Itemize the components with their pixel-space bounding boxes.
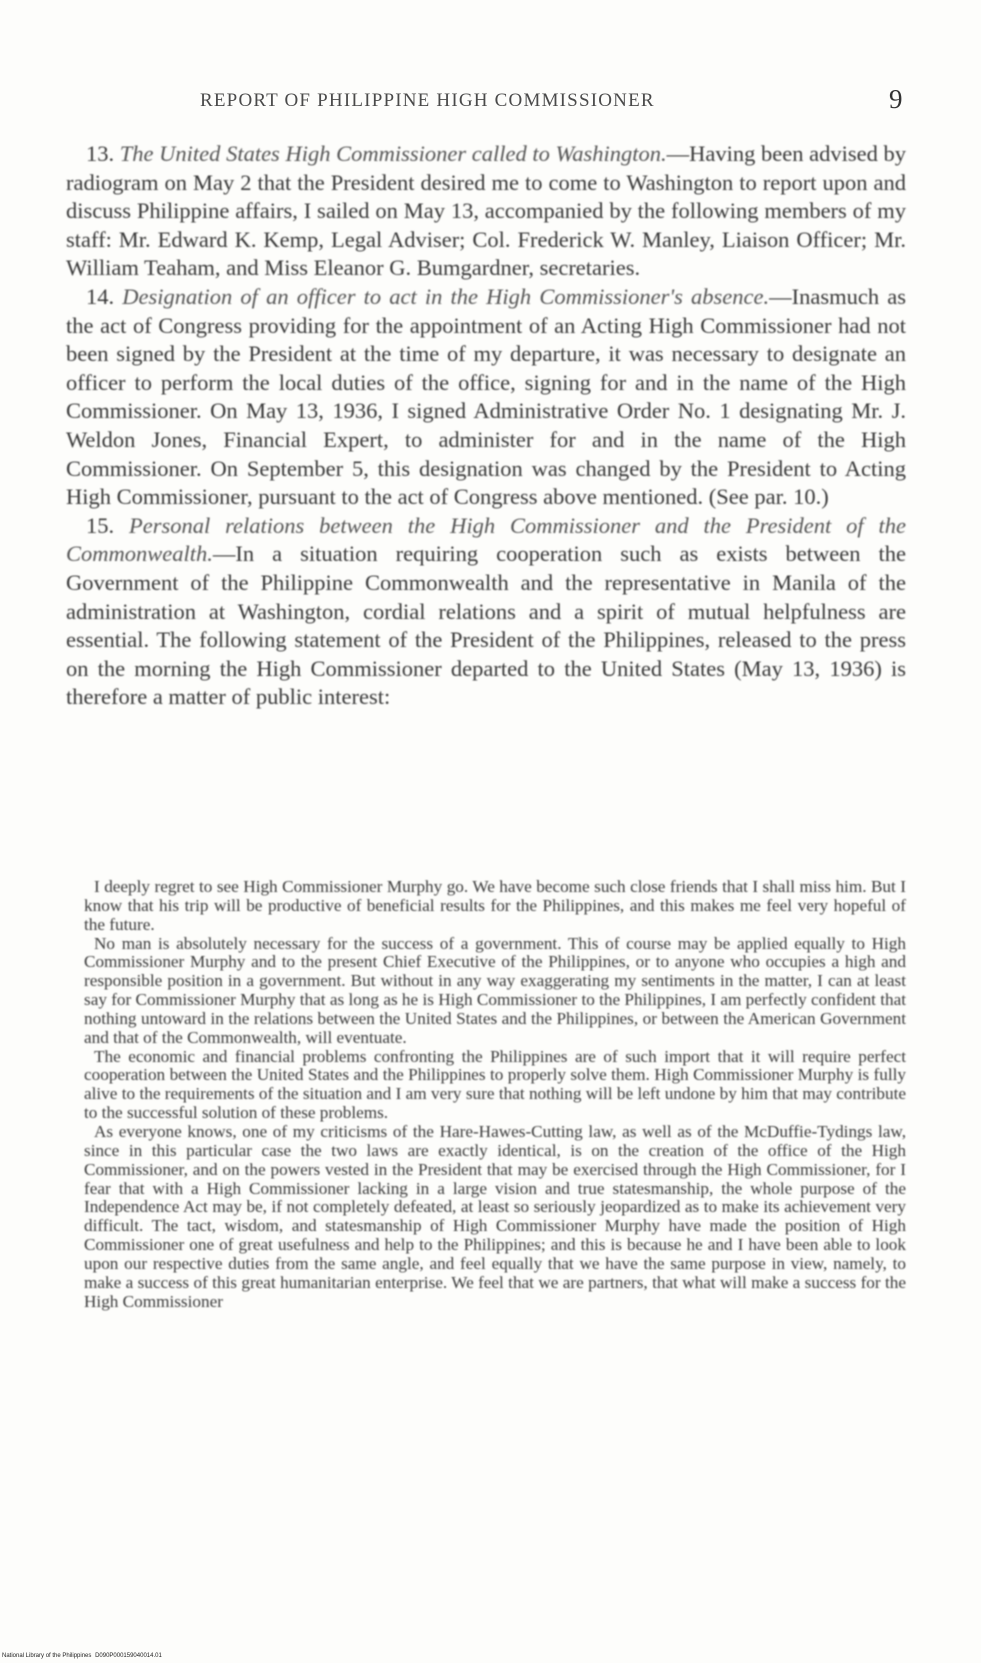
paragraph-number: 14. [86, 283, 115, 309]
quote-paragraph: The economic and financial problems confronting the Philippines are of such import that it will require perfect cooperation between the United States and the Philippines to properly solve them. High Commissioner Murphy is fully alive to the requirements of the situation and I am very sure that nothing will be left undone by him that may contribute to the successful solution of these problems. [84, 1046, 906, 1123]
paragraph-text: —Inasmuch as the act of Congress providing for the appointment of an Acting High Commissioner had not been signed by the President at the time of my departure, it was necessary to designate an officer to perform the local duties of the office, signing for and in the name of the High Commissioner. On May 13, 1936, I signed Administrative Order No. 1 designating Mr. J. Weldon Jones, Financial Expert, to administer for and in the name of the High Commissioner. On September 5, this designation was changed by the President to Acting High Commissioner, pursuant to the act of Congress above mentioned. (See par. 10.) [66, 283, 907, 510]
paragraph-14 [66, 283, 906, 512]
paragraph-text: —In a situation requiring cooperation such as exists between the Government of the Philippine Commonwealth and the representative in Manila of the administration at Washington, cordial relations and a spirit of mutual helpfulness are essential. The following statement of the President of the Philippines, released to the press on the morning the High Commissioner departed to the United States (May 13, 1936) is therefore a matter of public interest: [66, 541, 906, 710]
paragraph-caption: Designation of an officer to act in the High Commissioner's absence. [122, 283, 770, 309]
page-number: 9 [889, 84, 903, 114]
paragraph-caption: Personal relations between the High Commissioner and the President of the Commonwealth. [66, 512, 906, 567]
quote-paragraph: I deeply regret to see High Commissioner Murphy go. We have become such close friends that I shall miss him. But I know that his trip will be productive of beneficial results for the Philippines, and this makes me feel very hopeful of the future. [84, 877, 906, 934]
paragraph-15 [66, 512, 906, 712]
paragraph-13 [66, 140, 906, 283]
paragraph-text: —Having been advised by radiogram on May 2 that the President desired me to come to Washington to report upon and discuss Philippine affairs, I sailed on May 13, accompanied by the following members of my staff: Mr. Edward K. Kemp, Legal Adviser; Col. Frederick W. Manley, Liaison Officer; Mr. William Teaham, and Miss Eleanor G. Bumgardner, secretaries. [66, 141, 906, 281]
quote-paragraph: As everyone knows, one of my criticisms of the Hare-Hawes-Cutting law, as well as of the McDuffie-Tydings law, since in this particular case the two laws are exactly identical, is on the creation of the office of the High Commissioner, and on the powers vested in the President that may be exercised through the High Commissioner, for I fear that with a High Commissioner lacking in a large vision and true statesmanship, the whole purpose of the Independence Act may be, if not completely defeated, at least so seriously jeopardized as to make its achievement very difficult. The tact, wisdom, and statesmanship of High Commissioner Murphy have made the position of High Commissioner one of great usefulness and help to the Philippines; and this is because he and I have been able to look upon our respective duties from the same angle, and feel equally that we have the same purpose in view, namely, to make a success of this great humanitarian enterprise. We feel that we are partners, that what will make a success for the High Commissioner [84, 1121, 906, 1311]
paragraph-number: 15. [86, 512, 115, 538]
scan-footer [0, 1650, 981, 1663]
quote-paragraph: No man is absolutely necessary for the success of a government. This of course may be applied equally to High Commissioner Murphy and to the present Chief Executive of the Philippines, or to anyone who occupies a high and responsible position in a government. But without in any way exaggerating my sentiments in the matter, I can at least say for Commissioner Murphy that as long as he is High Commissioner to the Philippines, I am perfectly confident that nothing untoward in the relations between the United States and the Philippines, or between the American Government and that of the Commonwealth, will eventuate. [84, 933, 907, 1047]
president-statement-quote [84, 878, 906, 1311]
footer-library: National Library of the Philippines [2, 1653, 92, 1659]
paragraph-number: 13. [86, 141, 115, 166]
running-head: REPORT OF PHILIPPINE HIGH COMMISSIONER [200, 90, 655, 111]
footer-code: D090P000159040014.01 [95, 1653, 162, 1659]
paragraph-caption: The United States High Commissioner called to Washington. [119, 141, 667, 166]
report-body [66, 140, 906, 712]
page-header [0, 84, 981, 120]
